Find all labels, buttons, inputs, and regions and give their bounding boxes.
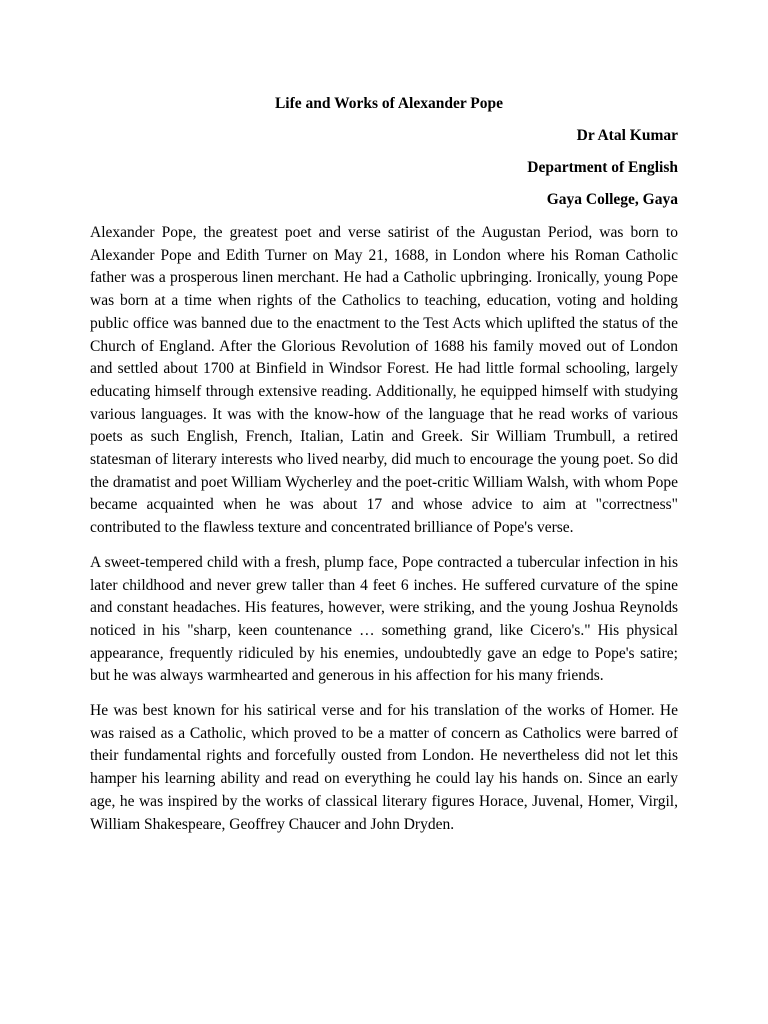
body-paragraph-3: He was best known for his satirical verse and for his translation of the works of Homer. He was raised as a Catholic, which proved to be a matter of concern as Catholics were barred of their fundamental rights and forcefully ousted from London. He nevertheless did not let this hamper his learning ability and read on everything he could lay his hands on. Since an early age, he was inspired by the works of classical literary figures Horace, Juvenal, Homer, Virgil, William Shakespeare, Geoffrey Chaucer and John Dryden.	[90, 702, 678, 833]
author-name: Dr Atal Kumar	[576, 127, 678, 144]
body-paragraph-1: Alexander Pope, the greatest poet and verse satirist of the Augustan Period, was born to Alexander Pope and Edith Turner on May 21, 1688, in London where his Roman Catholic father was a prosperous linen merchant. He had a Catholic upbringing. Ironically, young Pope was born at a time when rights of the Catholics to teaching, education, voting and holding public office was banned due to the enactment to the Test Acts which uplifted the status of the Church of England. After the Glorious Revolution of 1688 his family moved out of London and settled about 1700 at Binfield in Windsor Forest. He had little formal schooling, largely educating himself through extensive reading. Additionally, he equipped himself with studying various languages. It was with the know-how of the language that he read works of various poets as such English, French, Italian, Latin and Greek. Sir William Trumbull, a retired statesman of literary interests who lived nearby, did much to encourage the young poet. So did the dramatist and poet William Wycherley and the poet-critic William Walsh, with whom Pope became acquainted when he was about 17 and whose advice to aim at "correctness" contributed to the flawless texture and concentrated brilliance of Pope's verse.	[90, 224, 678, 537]
document-page	[90, 94, 678, 848]
body-paragraph-2: A sweet-tempered child with a fresh, plump face, Pope contracted a tubercular infection in his later childhood and never grew taller than 4 feet 6 inches. He suffered curvature of the spine and constant headaches. His features, however, were striking, and the young Joshua Reynolds noticed in his "sharp, keen countenance … something grand, like Cicero's." His physical appearance, frequently ridiculed by his enemies, undoubtedly gave an edge to Pope's satire; but he was always warmhearted and generous in his affection for his many friends.	[90, 553, 678, 685]
author-department: Department of English	[527, 159, 678, 176]
document-title: Life and Works of Alexander Pope	[274, 95, 504, 112]
author-institution: Gaya College, Gaya	[546, 191, 678, 208]
